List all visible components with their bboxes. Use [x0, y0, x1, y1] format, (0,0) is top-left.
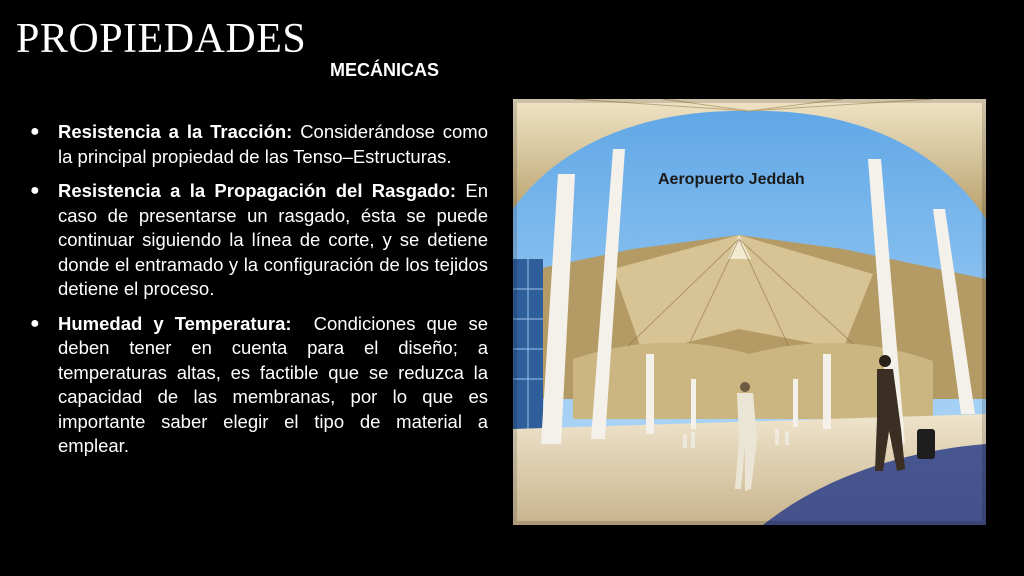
- bullet-heading: Humedad y Temperatura:: [58, 312, 292, 334]
- bullet-item-rasgado: [28, 179, 488, 302]
- bullet-text: En caso de presentarse un rasgado, ésta se puede continuar siguiendo la línea de corte, y se detiene donde el entramado y la configuración de los tejidos detiene el proceso.: [58, 180, 488, 299]
- bullet-list: [28, 120, 494, 469]
- slide-title: PROPIEDADES: [16, 16, 307, 62]
- bullet-text: Considerándose como la principal propiedad de las Tenso–Estructuras.: [58, 121, 489, 167]
- bullet-dot-icon: ●: [30, 314, 40, 332]
- bullet-item-traccion: [28, 120, 488, 169]
- bullet-dot-icon: ●: [30, 182, 40, 199]
- slide-subtitle: MECÁNICAS: [330, 60, 440, 80]
- bullet-dot-icon: ●: [30, 123, 40, 140]
- photo-caption: Aeropuerto Jeddah: [658, 171, 805, 188]
- bullet-heading: Resistencia a la Propagación del Rasgado:: [58, 180, 457, 201]
- bullet-text: Condiciones que se deben tener en cuenta para el diseño; a temperaturas altas, es factible que se reduzca la capacidad de las membranas, por lo que es importante saber elegir el tipo de material a emplear.: [58, 312, 494, 456]
- bullet-item-humedad: [28, 312, 494, 459]
- bullet-heading: Resistencia a la Tracción:: [58, 121, 293, 142]
- airport-photo: [513, 99, 986, 525]
- airport-terminal-illustration: [513, 99, 986, 525]
